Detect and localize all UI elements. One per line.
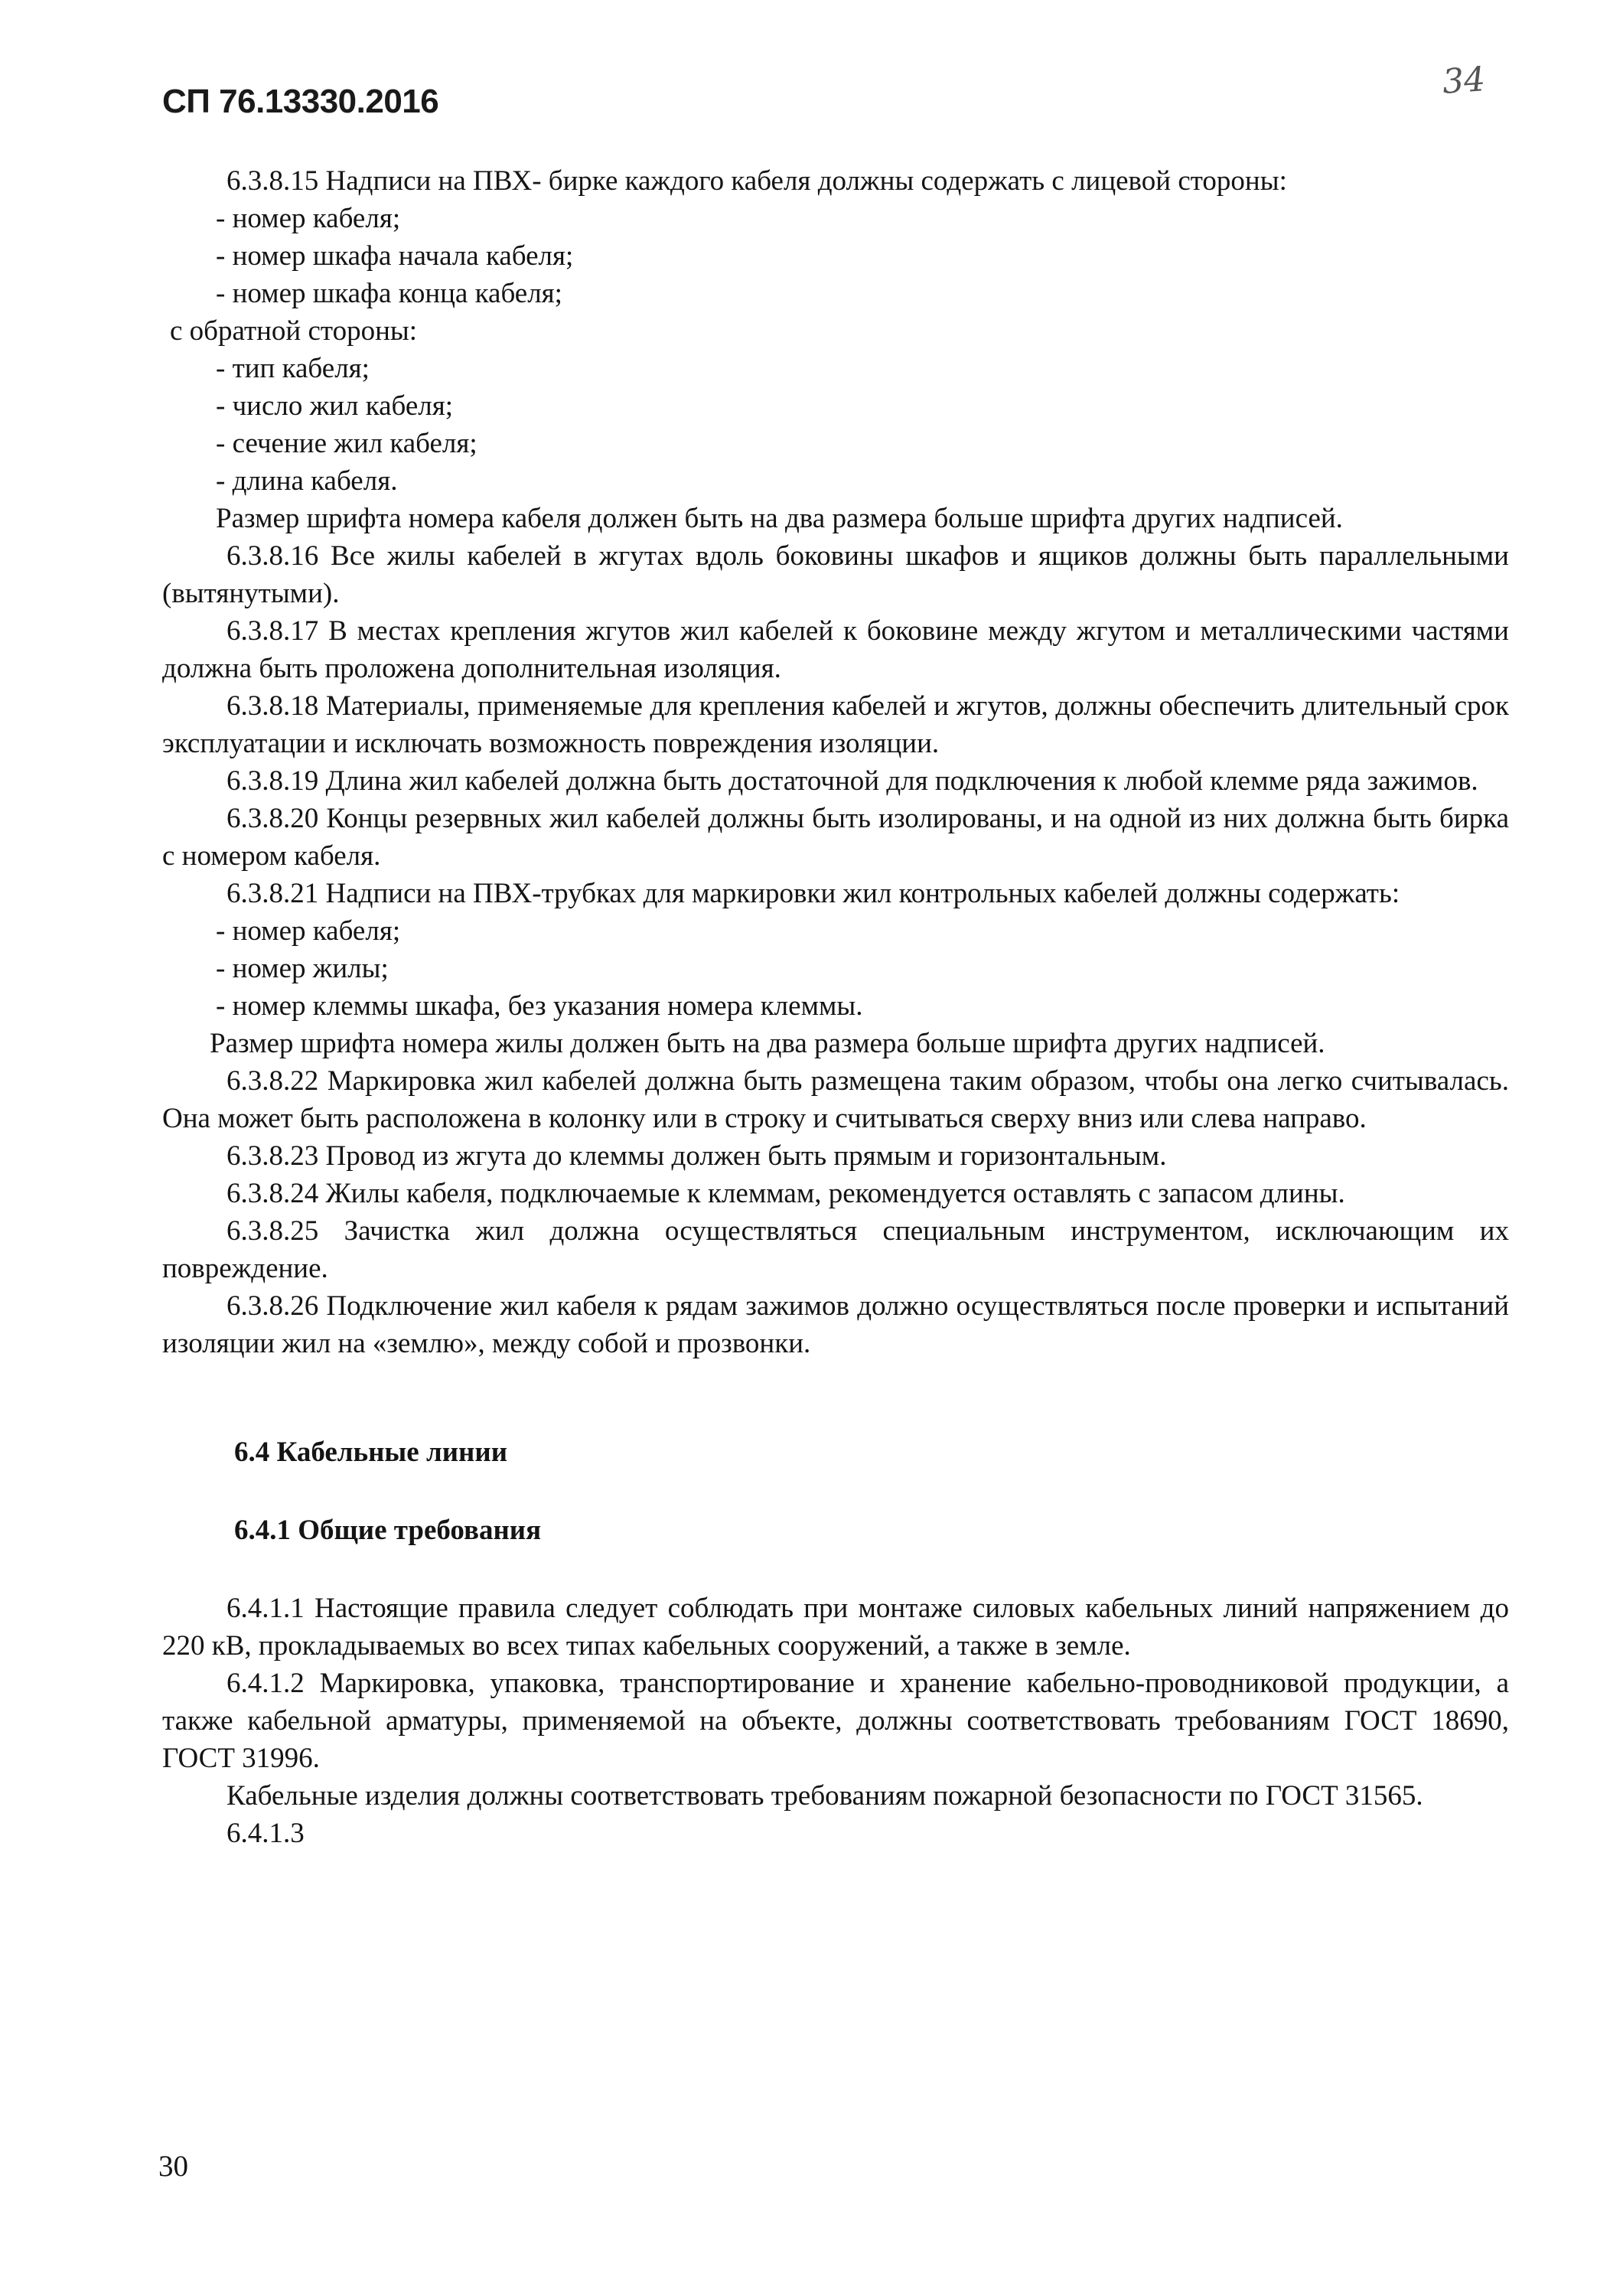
list-item: - сечение жил кабеля; xyxy=(216,428,477,459)
clause-6-3-8-17: 6.3.8.17 В местах крепления жгутов жил кабелей к боковине между жгутом и металлическими частями должна быть проложена дополнительная изоляция. xyxy=(162,615,1509,684)
list-item: - номер жилы; xyxy=(216,953,389,984)
clause-6-3-8-19: 6.3.8.19 Длина жил кабелей должна быть достаточной для подключения к любой клемме ряда зажимов. xyxy=(227,765,1478,797)
spacer xyxy=(162,1549,1509,1590)
handwritten-sheet-number: 34 xyxy=(1441,60,1487,102)
list-item: - длина кабеля. xyxy=(216,465,398,497)
clause-6-4-1-2: 6.4.1.2 Маркировка, упаковка, транспортирование и хранение кабельно-проводниковой продукции, а также кабельной арматуры, применяемой на объекте, должны соответствовать требованиям ГОСТ 18690, ГОСТ 31996. xyxy=(162,1668,1509,1774)
clause-6-3-8-15: 6.3.8.15 Надписи на ПВХ- бирке каждого кабеля должны содержать с лицевой стороны: xyxy=(227,165,1287,197)
list-item: - номер кабеля; xyxy=(216,203,401,234)
section-heading: 6.4 Кабельные линии xyxy=(234,1437,508,1468)
font-size-note: Размер шрифта номера жилы должен быть на два размера больше шрифта других надписей. xyxy=(210,1028,1325,1059)
clause-6-3-8-25: 6.3.8.25 Зачистка жил должна осуществляться специальным инструментом, исключающим их повреждение. xyxy=(162,1215,1509,1284)
list-item: - номер клеммы шкафа, без указания номера клеммы. xyxy=(216,990,863,1022)
list-item: - тип кабеля; xyxy=(216,353,370,384)
clause-6-3-8-22: 6.3.8.22 Маркировка жил кабелей должна быть размещена таким образом, чтобы она легко считывалась. Она может быть расположена в колонку или в строку и считываться сверху вниз или слева направо. xyxy=(162,1065,1509,1134)
clause-6-3-8-26: 6.3.8.26 Подключение жил кабеля к рядам зажимов должно осуществляться после проверки и испытаний изоляции жил на «землю», между собой и прозвонки. xyxy=(162,1290,1509,1359)
fire-safety-note: Кабельные изделия должны соответствовать требованиям пожарной безопасности по ГОСТ 31565. xyxy=(227,1780,1423,1812)
list-item: - номер шкафа начала кабеля; xyxy=(216,240,574,272)
clause-6-3-8-18: 6.3.8.18 Материалы, применяемые для крепления кабелей и жгутов, должны обеспечить длительный срок эксплуатации и исключать возможность повреждения изоляции. xyxy=(162,690,1509,759)
list-item: - номер шкафа конца кабеля; xyxy=(216,278,562,309)
list-item: - число жил кабеля; xyxy=(216,390,454,422)
document-body xyxy=(162,162,1509,1852)
document-code-header: СП 76.13330.2016 xyxy=(162,83,439,120)
clause-6-4-1-3: 6.4.1.3 xyxy=(227,1818,305,1849)
font-size-note: Размер шрифта номера кабеля должен быть на два размера больше шрифта других надписей. xyxy=(216,503,1343,534)
list-item: - номер кабеля; xyxy=(216,915,401,947)
clause-6-3-8-23: 6.3.8.23 Провод из жгута до клеммы должен быть прямым и горизонтальным. xyxy=(227,1140,1167,1172)
clause-6-3-8-16: 6.3.8.16 Все жилы кабелей в жгутах вдоль боковины шкафов и ящиков должны быть параллельными (вытянутыми). xyxy=(162,540,1509,609)
back-side-label: с обратной стороны: xyxy=(170,315,418,347)
clause-6-4-1-1: 6.4.1.1 Настоящие правила следует соблюдать при монтаже силовых кабельных линий напряжением до 220 кВ, прокладываемых во всех типах кабельных сооружений, а также в земле. xyxy=(162,1593,1509,1662)
clause-6-3-8-24: 6.3.8.24 Жилы кабеля, подключаемые к клеммам, рекомендуется оставлять с запасом длины. xyxy=(227,1178,1345,1209)
spacer xyxy=(162,1362,1509,1433)
subsection-heading: 6.4.1 Общие требования xyxy=(234,1515,542,1546)
spacer xyxy=(162,1471,1509,1512)
page-number: 30 xyxy=(158,2150,188,2183)
clause-6-3-8-20: 6.3.8.20 Концы резервных жил кабелей должны быть изолированы, и на одной из них должна быть бирка с номером кабеля. xyxy=(162,803,1509,872)
clause-6-3-8-21: 6.3.8.21 Надписи на ПВХ-трубках для маркировки жил контрольных кабелей должны содержать: xyxy=(227,878,1400,909)
